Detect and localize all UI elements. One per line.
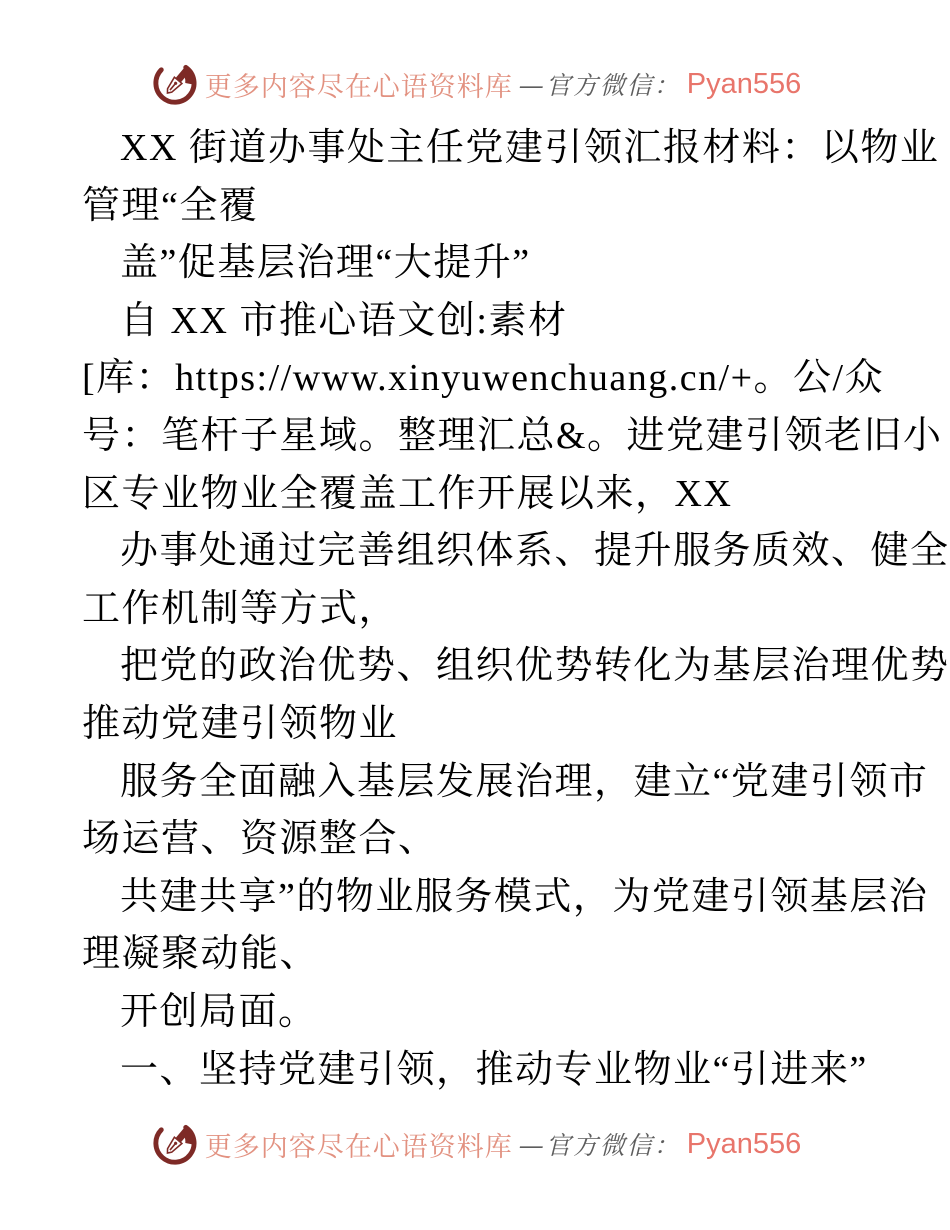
watermark-separator-text: —官方微信： <box>518 71 681 100</box>
text-line: 场运营、资源整合、 <box>82 818 438 861</box>
document-body <box>82 120 950 1099</box>
watermark-brand-text: 更多内容尽在心语资料库 <box>204 71 513 102</box>
text-line: 盖”促基层治理“大提升” <box>120 242 531 285</box>
text-line: 区专业物业全覆盖工作开展以来，XX <box>82 472 733 515</box>
text-line: 办事处通过完善组织体系、提升服务质效、健全 <box>120 530 950 573</box>
text-line: 一、坚持党建引领，推动专业物业“引进来” <box>120 1048 868 1091</box>
text-line: 理凝聚动能、 <box>82 933 320 976</box>
text-line: 号：笔杆子星域。整理汇总&。进党建引领老旧小 <box>82 414 943 457</box>
pen-nib-logo-icon <box>149 61 199 108</box>
watermark-wechat-id: Pyan556 <box>686 67 802 100</box>
pen-nib-logo-icon <box>149 1121 199 1168</box>
text-line: 开创局面。 <box>120 990 318 1033</box>
text-line: 把党的政治优势、组织优势转化为基层治理优势 <box>120 645 950 688</box>
text-line: [库：https://www.xinyuwenchuang.cn/+。公/众 <box>82 357 885 400</box>
text-line: 共建共享”的物业服务模式，为党建引领基层治 <box>120 875 929 918</box>
text-line: 自 XX 市推心语文创:素材 <box>120 299 568 342</box>
watermark-separator-text: —官方微信： <box>518 1131 681 1160</box>
watermark-brand-text: 更多内容尽在心语资料库 <box>204 1131 513 1162</box>
text-line: 工作机制等方式， <box>82 587 399 630</box>
watermark-wechat-id: Pyan556 <box>686 1127 802 1160</box>
text-line: 服务全面融入基层发展治理，建立“党建引领市 <box>120 760 929 803</box>
header-watermark <box>0 58 950 110</box>
text-line: XX 街道办事处主任党建引领汇报材料：以物业 <box>120 127 940 169</box>
text-line: 推动党建引领物业 <box>82 702 399 745</box>
footer-watermark <box>0 1118 950 1170</box>
text-line: 管理“全覆 <box>82 184 259 227</box>
